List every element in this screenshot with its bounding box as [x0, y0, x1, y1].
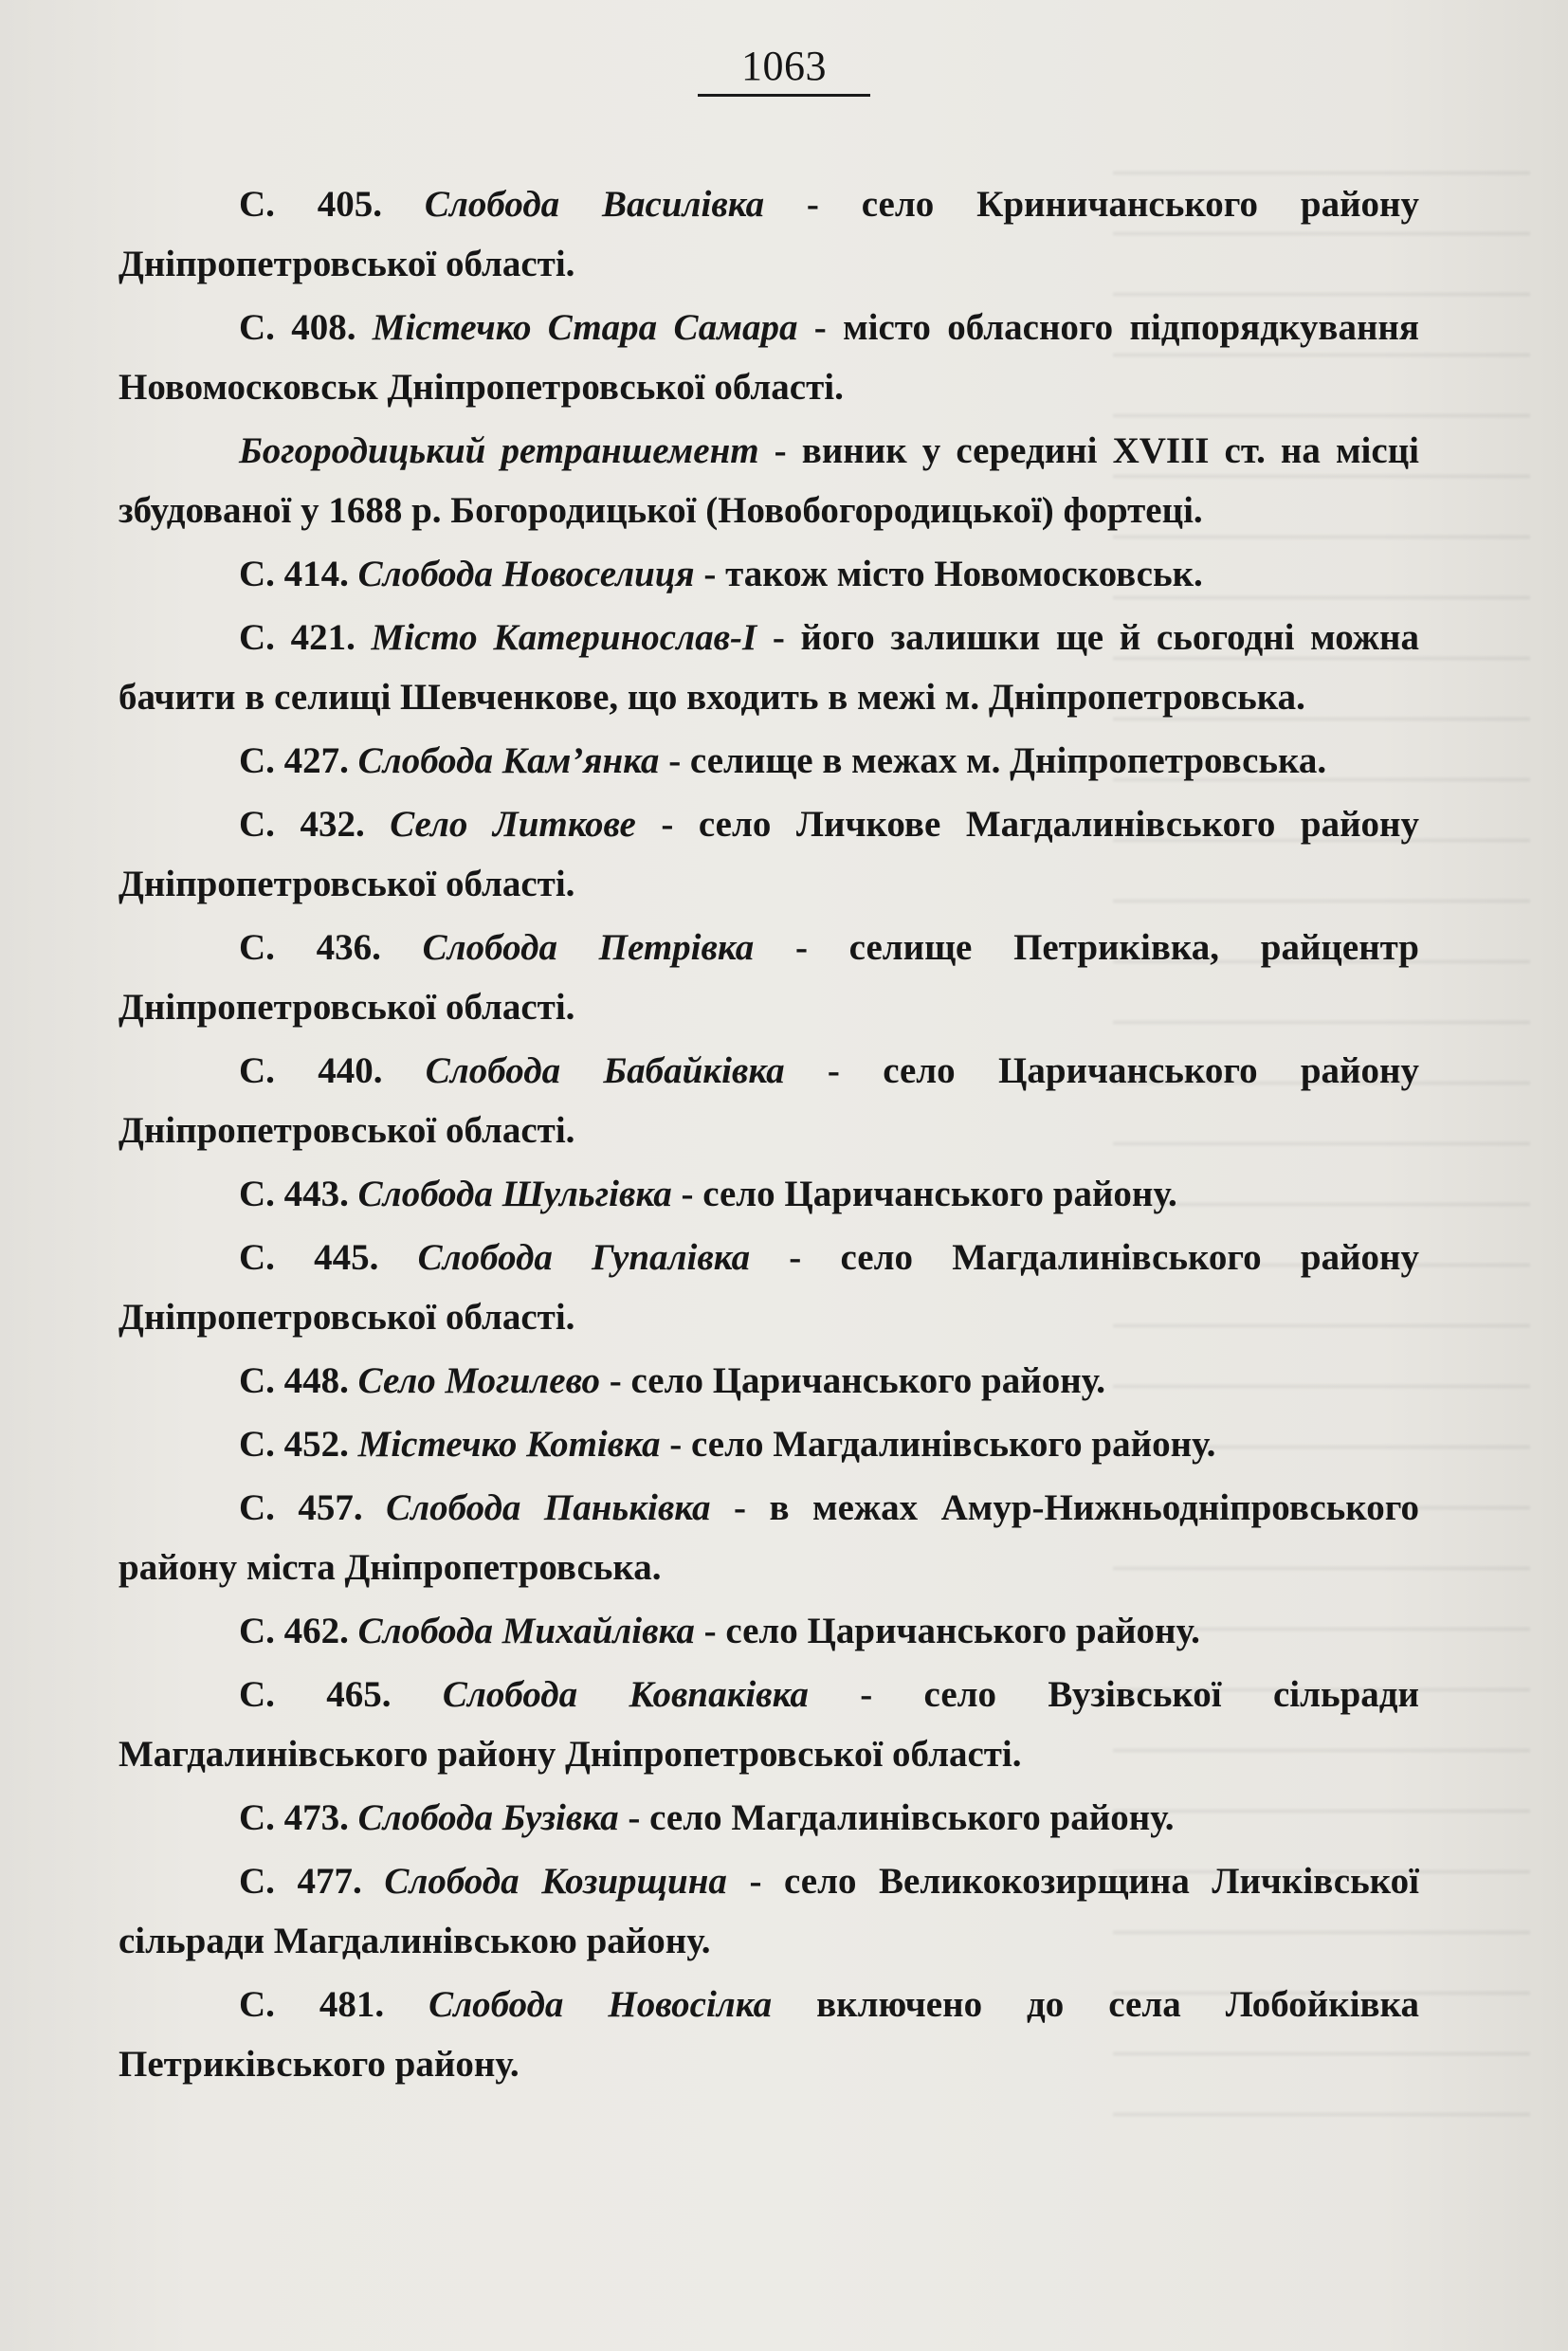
entry	[119, 1851, 1419, 1971]
entry-ref: С. 452.	[239, 1424, 349, 1465]
entry-title: Місто Катеринослав-І	[371, 617, 757, 658]
entry-text: - виник у середині XVIII ст. на місці збудованої у 1688 р. Богородицької (Новобогородицької) фортеці.	[119, 430, 1419, 531]
entry-ref: С. 421.	[239, 617, 356, 658]
entry	[119, 1788, 1419, 1848]
entry-title: Слобода Василівка	[424, 184, 765, 225]
entry-text: - село Великокозирщина Личківської сільради Магдалинівською району.	[119, 1861, 1419, 1961]
entry-title: Село Литкове	[390, 804, 636, 845]
entry-text: - село Царичанського району.	[600, 1360, 1106, 1401]
entry-ref: С. 473.	[239, 1797, 349, 1838]
entry-text: - село Вузівської сільради Магдалинівського району Дніпропетровської області.	[119, 1674, 1419, 1775]
entry-text: включено до села Лобойківка Петриківського району.	[119, 1984, 1419, 2085]
entry-ref: С. 427.	[239, 740, 349, 781]
entry-ref: С. 432.	[239, 804, 365, 845]
entry	[119, 174, 1419, 294]
entry	[119, 1041, 1419, 1160]
entry-ref: С. 445.	[239, 1237, 379, 1278]
entry-text: - в межах Амур-Нижньодніпровського району міста Дніпропетровська.	[119, 1487, 1419, 1588]
entry-title: Слобода Ковпаківка	[442, 1674, 809, 1715]
entry-ref: С. 436.	[239, 927, 381, 968]
entry-title: Містечко Котівка	[357, 1424, 661, 1465]
entry-ref: С. 477.	[239, 1861, 362, 1902]
entry-title: Богородицький ретраншемент	[239, 430, 759, 471]
page-number	[0, 42, 1568, 97]
entry	[119, 731, 1419, 791]
entry-text: - його залишки ще й сьогодні можна бачити в селищі Шевченкове, що входить в межі м. Дніпропетровська.	[119, 617, 1419, 718]
entry-text: - селище Петриківка, райцентр Дніпропетровської області.	[119, 927, 1419, 1028]
entry-text: - також місто Новомосковськ.	[694, 554, 1203, 594]
entry	[119, 298, 1419, 417]
entry-text: - селище в межах м. Дніпропетровська.	[659, 740, 1327, 781]
entry	[119, 1478, 1419, 1597]
entry-text: - село Царичанського району.	[694, 1611, 1200, 1651]
entry-title: Слобода Паньківка	[386, 1487, 711, 1528]
entry-title: Слобода Новоселиця	[357, 554, 695, 594]
entry-text: - село Личкове Магдалинівського району Дніпропетровської області.	[119, 804, 1420, 904]
page-body	[119, 174, 1419, 2098]
entry	[119, 1351, 1419, 1411]
entry-text: - село Царичанського району.	[671, 1174, 1177, 1214]
page-number-text: 1063	[698, 42, 870, 97]
entry-ref: С. 414.	[239, 554, 349, 594]
entry-ref: С. 443.	[239, 1174, 349, 1214]
entry-ref: С. 465.	[239, 1674, 392, 1715]
entry-title: Слобода Кам’янка	[357, 740, 660, 781]
entry	[119, 1164, 1419, 1224]
entry-title: Слобода Михайлівка	[357, 1611, 695, 1651]
entry-title: Слобода Гупалівка	[417, 1237, 751, 1278]
entry-text: - село Магдалинівського району.	[660, 1424, 1216, 1465]
entry	[119, 1601, 1419, 1661]
entry-text: - село Криничанського району Дніпропетровської області.	[119, 184, 1420, 284]
entry-ref: С. 462.	[239, 1611, 349, 1651]
entry	[119, 544, 1419, 604]
entry-title: Слобода Петрівка	[422, 927, 755, 968]
entry-text: - село Магдалинівського району.	[618, 1797, 1175, 1838]
entry-text: - село Магдалинівського району Дніпропетровської області.	[119, 1237, 1420, 1338]
entry-ref: С. 448.	[239, 1360, 349, 1401]
entry	[119, 1228, 1419, 1347]
entry-ref: С. 440.	[239, 1050, 383, 1091]
entry-ref: С. 481.	[239, 1984, 385, 2025]
entry-title: Слобода Бузівка	[357, 1797, 619, 1838]
entry-ref: С. 457.	[239, 1487, 363, 1528]
entry	[119, 608, 1419, 727]
entry-title: Слобода Новосілка	[428, 1984, 773, 2025]
entry-ref: С. 405.	[239, 184, 383, 225]
entry-title: Слобода Бабайківка	[425, 1050, 785, 1091]
entry	[119, 1975, 1419, 2094]
entry-text: - село Царичанського району Дніпропетровської області.	[119, 1050, 1419, 1151]
entry	[119, 918, 1419, 1037]
entry-title: Слобода Козирщина	[384, 1861, 727, 1902]
entry	[119, 1414, 1419, 1474]
entry	[119, 794, 1419, 914]
entry	[119, 1665, 1419, 1784]
entry-title: Село Могилево	[357, 1360, 600, 1401]
entry-title: Слобода Шульгівка	[357, 1174, 672, 1214]
entry-text: - місто обласного підпорядкування Новомосковськ Дніпропетровської області.	[119, 307, 1420, 408]
entry-ref: С. 408.	[239, 307, 356, 348]
entry-title: Містечко Стара Самара	[372, 307, 798, 348]
entry	[119, 421, 1419, 540]
